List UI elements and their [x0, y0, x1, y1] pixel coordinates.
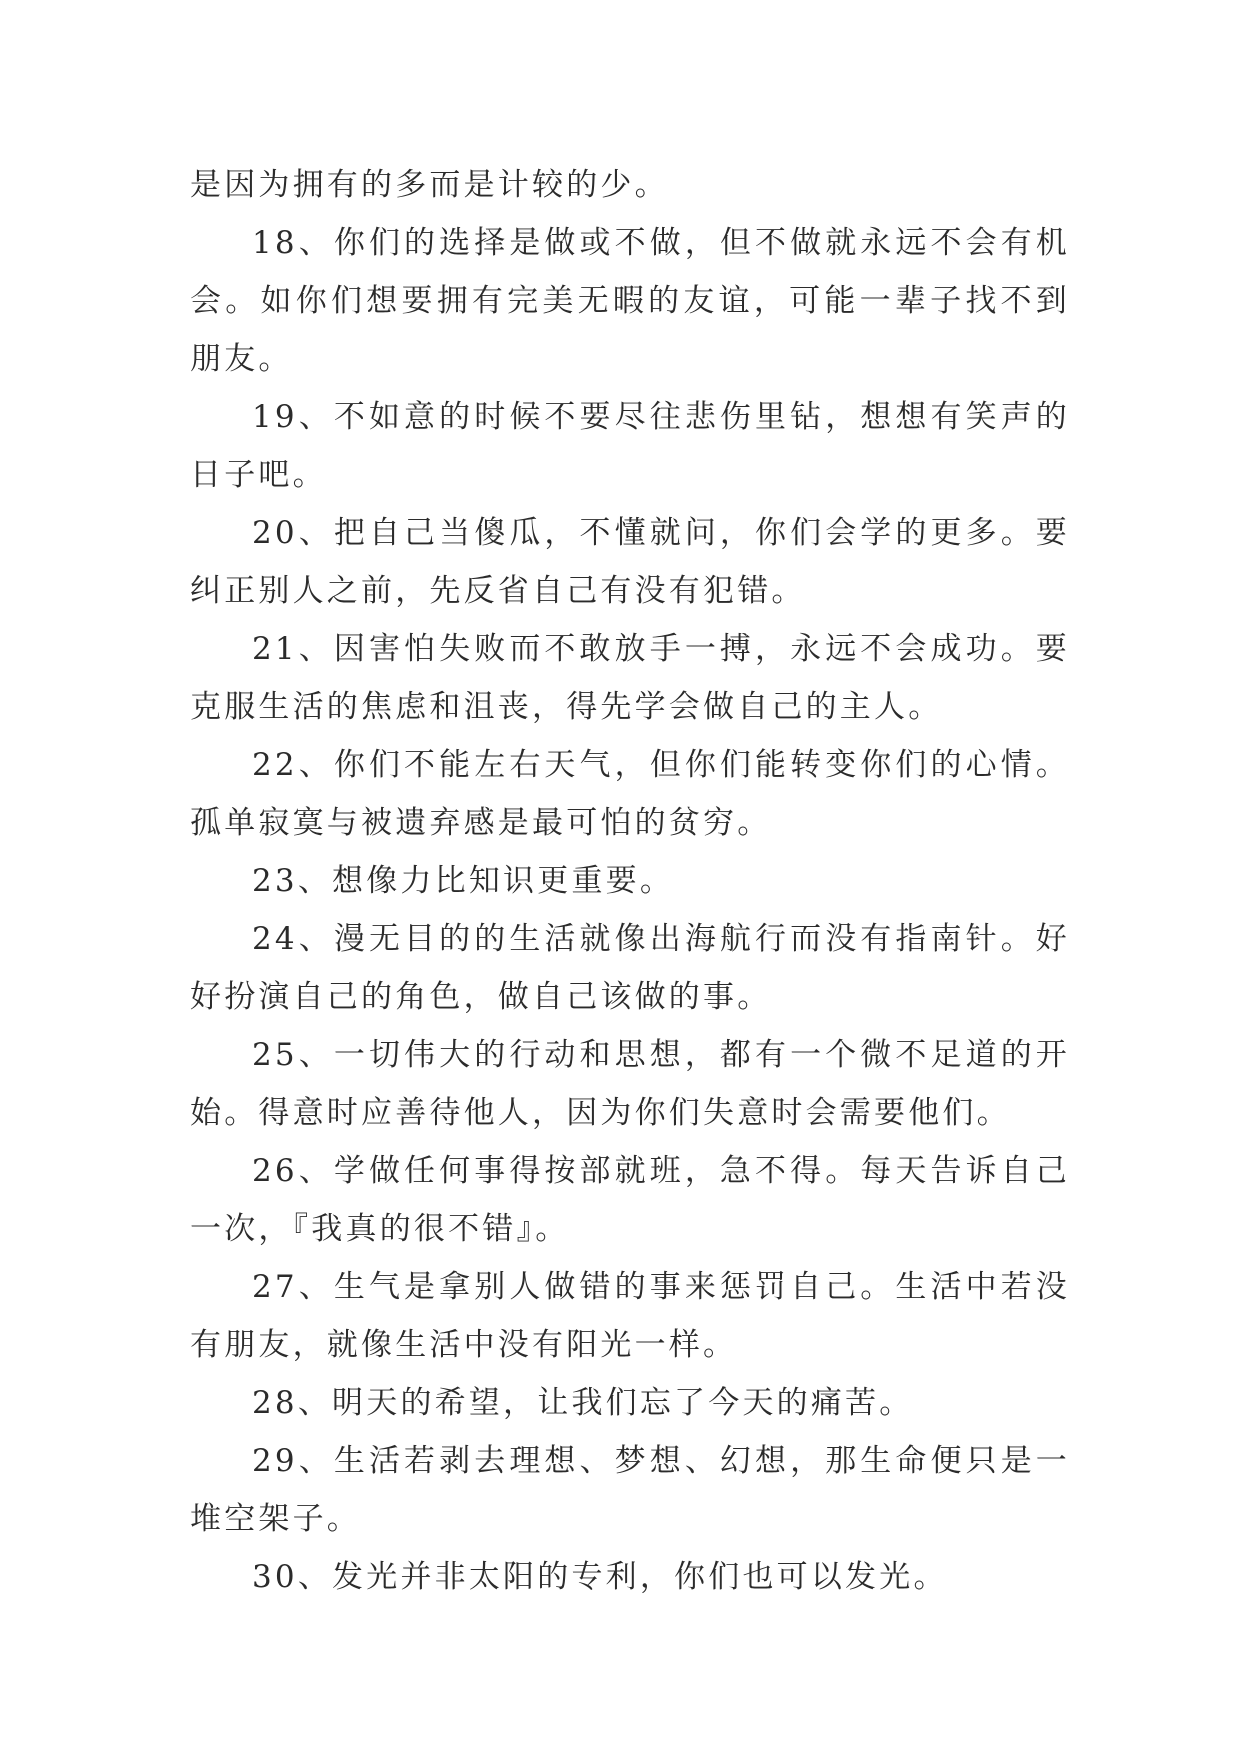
paragraph-26: 26、学做任何事得按部就班，急不得。每天告诉自己一次，『我真的很不错』。 — [190, 1153, 1070, 1247]
paragraph-25: 25、一切伟大的行动和思想，都有一个微不足道的开始。得意时应善待他人，因为你们失意时会需要他们。 — [190, 1037, 1070, 1131]
paragraph-22: 22、你们不能左右天气，但你们能转变你们的心情。孤单寂寞与被遗弃感是最可怕的贫穷。 — [190, 747, 1070, 841]
paragraph-23: 23、想像力比知识更重要。 — [252, 863, 675, 899]
paragraph-29: 29、生活若剥去理想、梦想、幻想，那生命便只是一堆空架子。 — [190, 1443, 1070, 1537]
paragraph-21: 21、因害怕失败而不敢放手一搏，永远不会成功。要克服生活的焦虑和沮丧，得先学会做自己的主人。 — [190, 631, 1070, 725]
paragraph-28: 28、明天的希望，让我们忘了今天的痛苦。 — [252, 1385, 914, 1421]
paragraph-27: 27、生气是拿别人做错的事来惩罚自己。生活中若没有朋友，就像生活中没有阳光一样。 — [190, 1269, 1070, 1363]
paragraph-24: 24、漫无目的的生活就像出海航行而没有指南针。好好扮演自己的角色，做自己该做的事。 — [190, 921, 1070, 1015]
paragraph-continuation: 是因为拥有的多而是计较的少。 — [190, 167, 669, 203]
paragraph-19: 19、不如意的时候不要尽往悲伤里钻，想想有笑声的日子吧。 — [190, 399, 1070, 493]
document-body — [190, 156, 1070, 1606]
paragraph-20: 20、把自己当傻瓜，不懂就问，你们会学的更多。要纠正别人之前，先反省自己有没有犯错。 — [190, 515, 1070, 609]
paragraph-18: 18、你们的选择是做或不做，但不做就永远不会有机会。如你们想要拥有完美无暇的友谊，可能一辈子找不到朋友。 — [190, 225, 1070, 377]
paragraph-30: 30、发光并非太阳的专利，你们也可以发光。 — [252, 1559, 948, 1595]
